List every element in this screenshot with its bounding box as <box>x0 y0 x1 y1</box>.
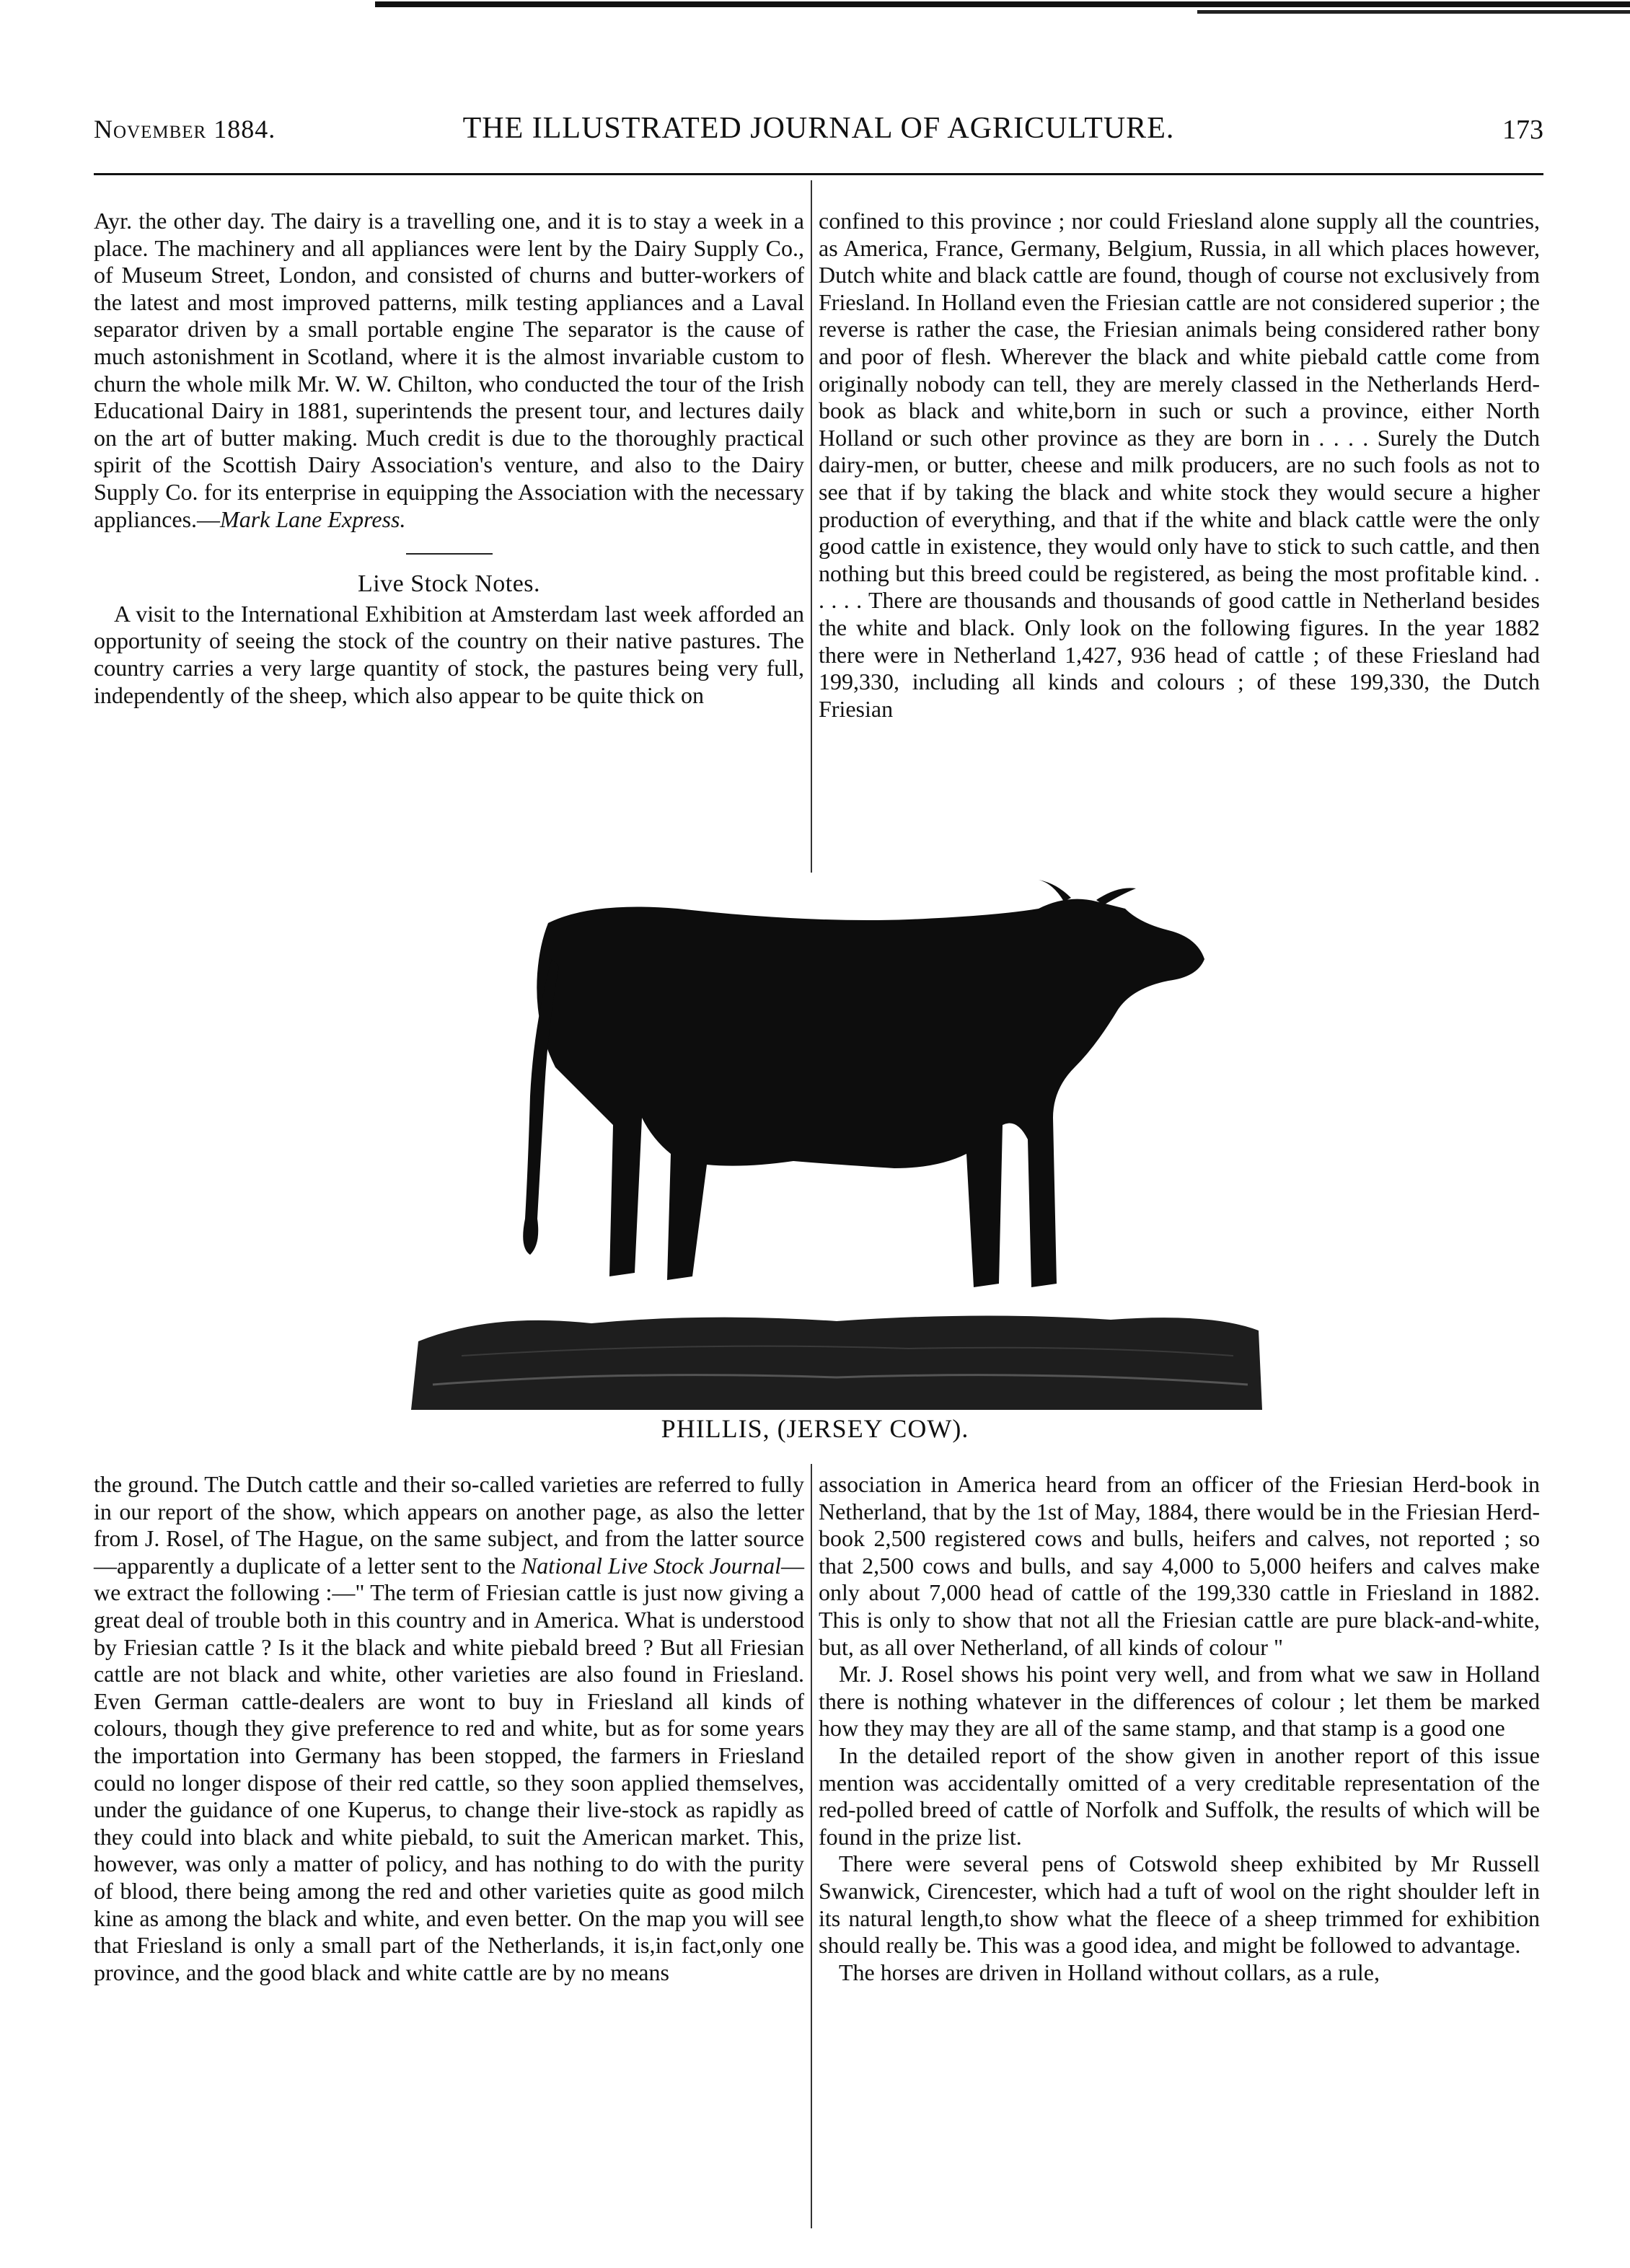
column-divider-top <box>811 180 812 873</box>
friesian-text-b: —we extract the following :—" The term of Friesian cattle is just now giving a great deal of trouble both in this country and in America. What is understood by Friesian cattle ? Is it the black and white piebald breed ? But all Friesian cattle are not black and white, other varieties are also found in Friesland. Even German cattle-dealers are wont to buy in Friesland all kinds of colours, though they give preference to red and white, but as for some years the importation into Germany has been stopped, the farmers in Friesland could no longer dispose of their red cattle, so they soon applied themselves, under the guidance of one Kuperus, to change their live-stock as rapidly as they could into black and white piebald, to suit the American market. This, however, was only a matter of policy, and has nothing to do with the purity of blood, there being among the red and other varieties quite as good milch kine as among the black and white, and even better. On the map you will see that Friesland is only a small part of the Netherlands, it is,in fact,only one province, and the good black and white cattle are by no means <box>94 1552 805 1985</box>
page-number: 173 <box>1502 115 1543 145</box>
top-border-rule <box>375 1 1630 7</box>
column-left-top <box>94 208 804 709</box>
section-heading: Live Stock Notes. <box>357 570 541 598</box>
friesland-paragraph: confined to this province ; nor could Friesland alone supply all the countries, as America, France, Germany, Belgium, Russia, in all which places however, Dutch white and black cattle are found, though of course not exclusively from Friesland. In Holland even the Friesian cattle are not considered superior ; the reverse is rather the case, the Friesian animals being considered rather bony and poor of flesh. Wherever the black and white piebald cattle come from originally nobody can tell, they are merely classed in the Netherlands Herd-book as black and white,born in such or such a province, either North Holland or such other province as they are born in . . . . Surely the Dutch dairy-men, or butter, cheese and milk producers, are no such fools as not to see that if by taking the black and white stock they would secure a higher production of everything, and that if the white and black cattle were the only good cattle in existence, they would only have to stick to such cattle, and then nothing but this breed could be registered, as being the most profitable kind. . . . . . There are thousands and thousands of good cattle in Netherland besides the white and black. Only look on the following figures. In the year 1882 there were in Netherland 1,427, 936 head of cattle ; of these Friesland had 199,330, including all kinds and colours ; of these 199,330, the Dutch Friesian <box>819 208 1540 722</box>
column-left-bottom <box>94 1471 804 1986</box>
friesian-cattle-paragraph <box>94 1471 804 1986</box>
top-border-rule-secondary <box>1197 10 1630 14</box>
column-divider-bottom <box>811 1464 812 2228</box>
section-separator <box>406 553 493 555</box>
horses-paragraph: The horses are driven in Holland without collars, as a rule, <box>839 1959 1380 1985</box>
source-citation: Mark Lane Express. <box>220 506 406 532</box>
journal-title: THE ILLUSTRATED JOURNAL OF AGRICULTURE. <box>462 112 1175 145</box>
rosel-paragraph: Mr. J. Rosel shows his point very well, and from what we saw in Holland there is nothing whatever in the differences of colour ; let them be marked how they may they are all of the same stamp, and that stamp is a good one <box>819 1661 1540 1742</box>
column-right-bottom <box>819 1471 1540 1986</box>
dairy-paragraph <box>94 208 804 533</box>
issue-date: November 1884. <box>94 115 276 144</box>
dairy-paragraph-text: Ayr. the other day. The dairy is a travelling one, and it is to stay a week in a place. The machinery and all appliances were lent by the Dairy Supply Co., of Museum Street, London, and consisted of churns and butter-workers of the latest and most improved patterns, milk testing appliances and a Laval separator driven by a small portable engine The separator is the cause of much astonishment in Scotland, where it is the almost invariable custom to churn the whole milk Mr. W. W. Chilton, who conducted the tour of the Irish Educational Dairy in 1881, superintends the present tour, and lectures daily on the art of butter making. Much credit is due to the thoroughly practical spirit of the Scottish Dairy Association's venture, and also to the Dairy Supply Co. for its enterprise in equipping the Association with the necessary appliances.— <box>94 208 804 532</box>
red-polled-paragraph: In the detailed report of the show given in another report of this issue mention was accidentally omitted of a very creditable representation of the red-polled breed of cattle of Norfolk and Suffolk, the results of which will be found in the prize list. <box>819 1742 1540 1850</box>
live-stock-paragraph: A visit to the International Exhibition at Amsterdam last week afforded an opportunity of seeing the stock of the country on their native pastures. The country carries a very large quantity of stock, the pastures being very full, independently of the sheep, which also appear to be quite thick on <box>94 600 804 708</box>
running-header <box>94 108 1543 151</box>
header-rule <box>94 173 1543 175</box>
friesian-text-a: the ground. The Dutch cattle and their so-called varieties are referred to fully in our report of the show, which appears on another page, as also the letter from J. Rosel, of The Hague, on the same subject, and from the latter source—apparently a duplicate of a letter sent to the <box>94 1471 804 1579</box>
journal-citation: National Live Stock Journal <box>521 1552 782 1579</box>
jersey-cow-silhouette <box>404 880 1269 1413</box>
figure-caption: PHILLIS, (JERSEY COW). <box>661 1414 969 1443</box>
column-right-top <box>819 208 1540 723</box>
cotswold-paragraph: There were several pens of Cotswold sheep exhibited by Mr Russell Swanwick, Cirencester, which had a tuft of wool on the right shoulder left in its natural length,to show what the fleece of a sheep trimmed for exhibition should really be. This was a good idea, and might be followed to advantage. <box>819 1850 1540 1959</box>
cow-illustration <box>404 880 1269 1413</box>
herd-book-paragraph: association in America heard from an officer of the Friesian Herd-book in Netherland, that by the 1st of May, 1884, there would be in the Friesian Herd-book 2,500 registered cows and bulls, heifers and calves, not reported ; so that 2,500 cows and bulls, and say 4,000 to 5,000 heifers and calves make only about 7,000 head of cattle of the 199,330 cattle in Friesland in 1882. This is only to show that not all the Friesian cattle are pure black-and-white, but, as all over Netherland, of all kinds of colour " <box>819 1471 1540 1660</box>
